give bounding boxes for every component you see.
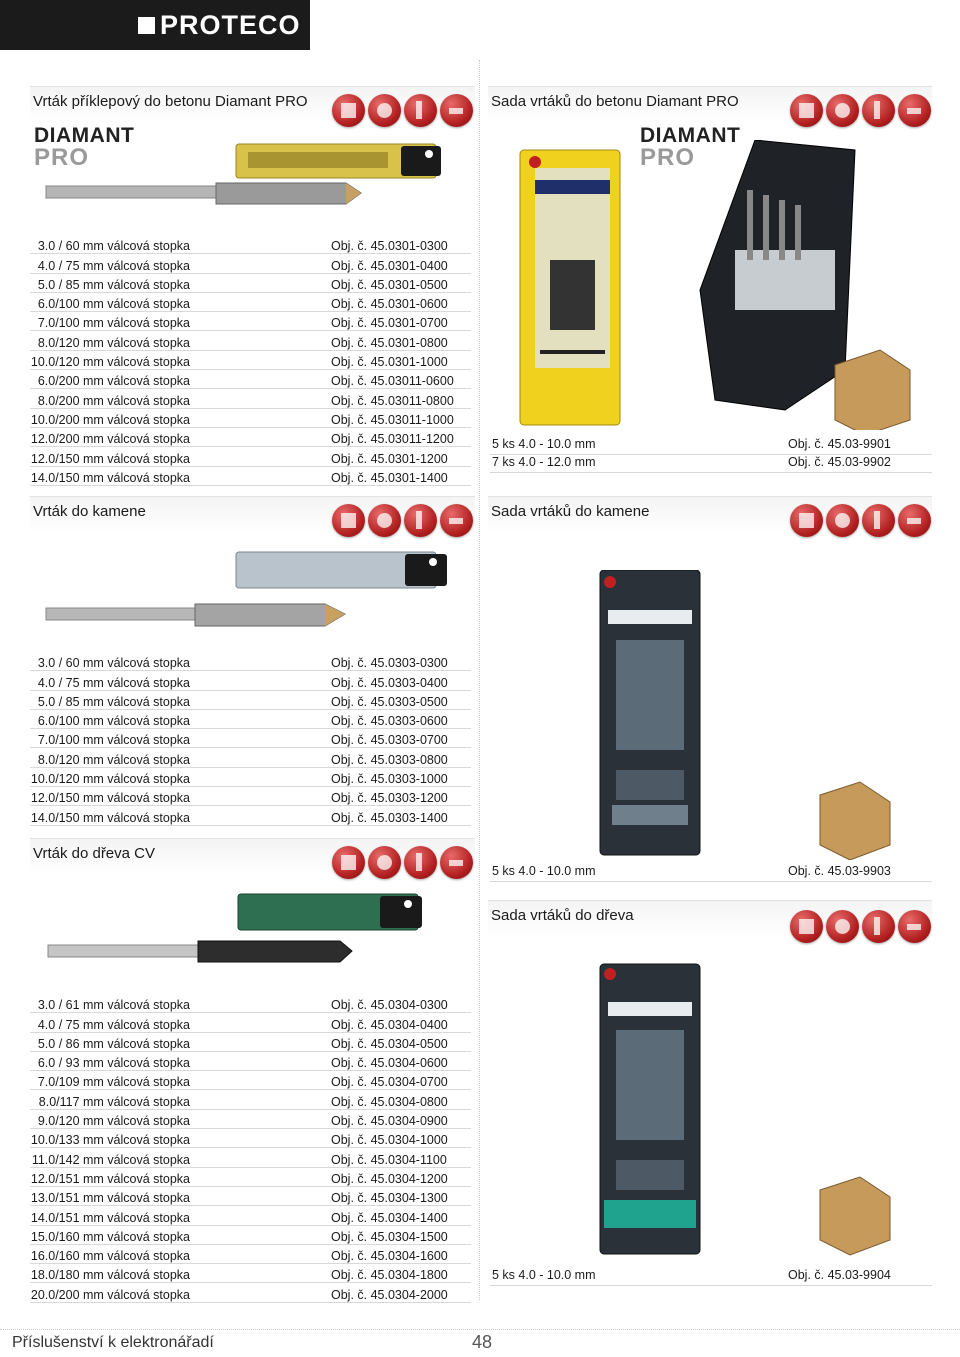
table-row — [30, 389, 471, 408]
spacer-cell — [193, 312, 328, 331]
spacer-cell — [193, 1129, 328, 1148]
brick-wall-icon — [332, 846, 365, 879]
column-divider — [479, 60, 480, 1300]
table-row — [30, 1264, 471, 1283]
order-number: Obj. č. 45.0304-0400 — [328, 1013, 471, 1032]
table-row — [30, 1032, 471, 1051]
spacer-cell — [193, 1225, 328, 1244]
order-number: Obj. č. 45.0304-1800 — [328, 1264, 471, 1283]
product-size: 11.0/142 mm válcová stopka — [30, 1148, 193, 1167]
table-row — [30, 1148, 471, 1167]
table-row — [30, 671, 471, 690]
product-size: 5.0 / 85 mm válcová stopka — [30, 690, 193, 709]
spacer-cell — [193, 1244, 328, 1263]
spacer-cell — [193, 1109, 328, 1128]
hammer-icon — [898, 504, 931, 537]
order-number: Obj. č. 45.0301-0800 — [328, 331, 471, 350]
spacer-cell — [193, 350, 328, 369]
order-number: Obj. č. 45.0304-1200 — [328, 1167, 471, 1186]
stone-drill-set-image — [590, 570, 910, 860]
order-number: Obj. č. 45.03-9904 — [788, 1268, 891, 1282]
spacer-cell — [193, 1264, 328, 1283]
product-size: 5.0 / 86 mm válcová stopka — [30, 1032, 193, 1051]
spacer-cell — [193, 1051, 328, 1070]
spacer-cell — [193, 254, 328, 273]
page-number: 48 — [472, 1332, 493, 1352]
brick-wall-icon — [790, 94, 823, 127]
order-number: Obj. č. 45.0304-1100 — [328, 1148, 471, 1167]
table-row — [30, 427, 471, 446]
product-size: 20.0/200 mm válcová stopka — [30, 1283, 193, 1302]
bit-icon — [404, 846, 437, 879]
spacer-cell — [193, 671, 328, 690]
spacer-cell — [193, 1186, 328, 1205]
bit-icon — [862, 910, 895, 943]
spacer-cell — [193, 1032, 328, 1051]
table-row — [30, 1283, 471, 1302]
section-title: Vrták příklepový do betonu Diamant PRO — [33, 93, 308, 110]
spacer-cell — [193, 709, 328, 728]
order-number: Obj. č. 45.03-9902 — [788, 455, 891, 469]
product-size: 9.0/120 mm válcová stopka — [30, 1109, 193, 1128]
order-number: Obj. č. 45.03011-1200 — [328, 427, 471, 446]
order-number: Obj. č. 45.0304-0300 — [328, 994, 471, 1013]
product-size: 10.0/120 mm válcová stopka — [30, 350, 193, 369]
order-number: Obj. č. 45.0303-0800 — [328, 748, 471, 767]
spacer-cell — [193, 994, 328, 1013]
product-size: 14.0/150 mm válcová stopka — [30, 466, 193, 485]
order-number: Obj. č. 45.0304-1300 — [328, 1186, 471, 1205]
set-row — [490, 863, 932, 882]
order-number: Obj. č. 45.0301-1200 — [328, 447, 471, 466]
product-size: 4.0 / 75 mm válcová stopka — [30, 671, 193, 690]
section-title: Sada vrtáků do kamene — [491, 503, 650, 520]
usage-icons — [332, 504, 473, 537]
table-row — [30, 806, 471, 825]
table-row — [30, 331, 471, 350]
spacer-cell — [193, 652, 328, 671]
table-row — [30, 994, 471, 1013]
section-title: Vrták do dřeva CV — [33, 845, 155, 862]
table-row — [30, 690, 471, 709]
product-size: 15.0/160 mm válcová stopka — [30, 1225, 193, 1244]
order-number: Obj. č. 45.0304-0900 — [328, 1109, 471, 1128]
spacer-cell — [193, 427, 328, 446]
drill-icon — [826, 910, 859, 943]
table-row — [30, 350, 471, 369]
order-number: Obj. č. 45.0303-0700 — [328, 729, 471, 748]
table-row — [30, 1051, 471, 1070]
spacer-cell — [193, 1090, 328, 1109]
product-size: 12.0/151 mm válcová stopka — [30, 1167, 193, 1186]
diamant-logo-line1: DIAMANT — [34, 124, 135, 147]
spacer-cell — [193, 690, 328, 709]
table-row — [30, 767, 471, 786]
hammer-icon — [898, 910, 931, 943]
usage-icons — [790, 504, 931, 537]
product-table — [30, 235, 471, 486]
order-number: Obj. č. 45.03-9903 — [788, 864, 891, 878]
product-size: 7.0/100 mm válcová stopka — [30, 729, 193, 748]
product-size: 4.0 / 75 mm válcová stopka — [30, 254, 193, 273]
table-row — [30, 1090, 471, 1109]
product-size: 18.0/180 mm válcová stopka — [30, 1264, 193, 1283]
hammer-icon — [440, 504, 473, 537]
product-size: 14.0/151 mm válcová stopka — [30, 1206, 193, 1225]
product-size: 5.0 / 85 mm válcová stopka — [30, 273, 193, 292]
bit-icon — [404, 504, 437, 537]
order-number: Obj. č. 45.0303-1000 — [328, 767, 471, 786]
set-row — [490, 1267, 932, 1286]
table-row — [30, 273, 471, 292]
table-row — [30, 254, 471, 273]
set-description: 5 ks 4.0 - 10.0 mm — [492, 437, 596, 451]
table-row — [30, 292, 471, 311]
usage-icons — [790, 94, 931, 127]
order-number: Obj. č. 45.0303-0400 — [328, 671, 471, 690]
product-table — [30, 994, 471, 1303]
bit-icon — [862, 94, 895, 127]
brand-name: PROTECO — [160, 10, 301, 40]
brick-wall-icon — [332, 94, 365, 127]
table-row — [30, 748, 471, 767]
order-number: Obj. č. 45.0301-0500 — [328, 273, 471, 292]
table-row — [30, 709, 471, 728]
product-size: 6.0/100 mm válcová stopka — [30, 709, 193, 728]
order-number: Obj. č. 45.0301-0700 — [328, 312, 471, 331]
table-row — [30, 1167, 471, 1186]
product-size: 10.0/133 mm válcová stopka — [30, 1129, 193, 1148]
spacer-cell — [193, 235, 328, 254]
order-number: Obj. č. 45.0301-0400 — [328, 254, 471, 273]
wood-drill-set-image — [590, 960, 910, 1260]
product-size: 12.0/150 mm válcová stopka — [30, 787, 193, 806]
table-row — [30, 447, 471, 466]
diamant-logo-line2: PRO — [34, 144, 90, 171]
order-number: Obj. č. 45.0303-0500 — [328, 690, 471, 709]
section-title: Sada vrtáků do betonu Diamant PRO — [491, 93, 739, 110]
usage-icons — [332, 846, 473, 879]
order-number: Obj. č. 45.0304-0500 — [328, 1032, 471, 1051]
spacer-cell — [193, 729, 328, 748]
product-size: 7.0/109 mm válcová stopka — [30, 1071, 193, 1090]
product-size: 3.0 / 61 mm válcová stopka — [30, 994, 193, 1013]
drill-icon — [826, 94, 859, 127]
product-size: 8.0/200 mm válcová stopka — [30, 389, 193, 408]
table-row — [30, 787, 471, 806]
table-row — [30, 1244, 471, 1263]
bit-icon — [404, 94, 437, 127]
brand-logo — [0, 0, 310, 50]
concrete-drill-bit-image — [36, 138, 456, 220]
set-description: 5 ks 4.0 - 10.0 mm — [492, 1268, 596, 1282]
set-row — [490, 436, 932, 455]
spacer-cell — [193, 331, 328, 350]
table-row — [30, 1071, 471, 1090]
order-number: Obj. č. 45.0303-1400 — [328, 806, 471, 825]
drill-icon — [368, 846, 401, 879]
product-size: 10.0/200 mm válcová stopka — [30, 408, 193, 427]
wood-drill-bit-image — [40, 890, 460, 980]
product-size: 14.0/150 mm válcová stopka — [30, 806, 193, 825]
footer-divider — [0, 1329, 960, 1330]
product-size: 7.0/100 mm válcová stopka — [30, 312, 193, 331]
order-number: Obj. č. 45.0304-1600 — [328, 1244, 471, 1263]
product-size: 3.0 / 60 mm válcová stopka — [30, 652, 193, 671]
order-number: Obj. č. 45.0304-1000 — [328, 1129, 471, 1148]
order-number: Obj. č. 45.0304-0700 — [328, 1071, 471, 1090]
order-number: Obj. č. 45.0301-0300 — [328, 235, 471, 254]
product-size: 10.0/120 mm válcová stopka — [30, 767, 193, 786]
section-title: Vrták do kamene — [33, 503, 146, 520]
product-size: 6.0/100 mm válcová stopka — [30, 292, 193, 311]
table-row — [30, 370, 471, 389]
spacer-cell — [193, 466, 328, 485]
product-table — [30, 652, 471, 826]
order-number: Obj. č. 45.03011-0600 — [328, 370, 471, 389]
table-row — [30, 652, 471, 671]
section-title: Sada vrtáků do dřeva — [491, 907, 634, 924]
spacer-cell — [193, 292, 328, 311]
product-size: 3.0 / 60 mm válcová stopka — [30, 235, 193, 254]
spacer-cell — [193, 787, 328, 806]
table-row — [30, 1013, 471, 1032]
order-number: Obj. č. 45.0304-1500 — [328, 1225, 471, 1244]
product-size: 4.0 / 75 mm válcová stopka — [30, 1013, 193, 1032]
logo-square-icon — [138, 17, 155, 34]
product-size: 13.0/151 mm válcová stopka — [30, 1186, 193, 1205]
product-size: 8.0/120 mm válcová stopka — [30, 748, 193, 767]
order-number: Obj. č. 45.0303-0600 — [328, 709, 471, 728]
order-number: Obj. č. 45.0301-1400 — [328, 466, 471, 485]
spacer-cell — [193, 273, 328, 292]
bit-icon — [862, 504, 895, 537]
order-number: Obj. č. 45.0304-2000 — [328, 1283, 471, 1302]
concrete-drill-set-image — [515, 140, 935, 430]
diamant-logo-line1: DIAMANT — [640, 124, 741, 147]
order-number: Obj. č. 45.03011-0800 — [328, 389, 471, 408]
spacer-cell — [193, 1013, 328, 1032]
table-row — [30, 1186, 471, 1205]
spacer-cell — [193, 806, 328, 825]
drill-icon — [368, 504, 401, 537]
table-row — [30, 1129, 471, 1148]
order-number: Obj. č. 45.0301-0600 — [328, 292, 471, 311]
spacer-cell — [193, 1283, 328, 1302]
order-number: Obj. č. 45.0304-0600 — [328, 1051, 471, 1070]
product-size: 12.0/200 mm válcová stopka — [30, 427, 193, 446]
set-description: 5 ks 4.0 - 10.0 mm — [492, 864, 596, 878]
order-number: Obj. č. 45.0301-1000 — [328, 350, 471, 369]
spacer-cell — [193, 370, 328, 389]
table-row — [30, 466, 471, 485]
product-size: 16.0/160 mm válcová stopka — [30, 1244, 193, 1263]
table-row — [30, 1206, 471, 1225]
hammer-icon — [440, 94, 473, 127]
product-size: 6.0 / 93 mm válcová stopka — [30, 1051, 193, 1070]
spacer-cell — [193, 447, 328, 466]
set-description: 7 ks 4.0 - 12.0 mm — [492, 455, 596, 469]
order-number: Obj. č. 45.03011-1000 — [328, 408, 471, 427]
brick-wall-icon — [790, 910, 823, 943]
order-number: Obj. č. 45.0303-0300 — [328, 652, 471, 671]
table-row — [30, 312, 471, 331]
table-row — [30, 235, 471, 254]
drill-icon — [826, 504, 859, 537]
spacer-cell — [193, 1206, 328, 1225]
order-number: Obj. č. 45.03-9901 — [788, 437, 891, 451]
order-number: Obj. č. 45.0303-1200 — [328, 787, 471, 806]
table-row — [30, 729, 471, 748]
spacer-cell — [193, 767, 328, 786]
order-number: Obj. č. 45.0304-1400 — [328, 1206, 471, 1225]
footer-category: Příslušenství k elektronářadí — [12, 1334, 214, 1351]
table-row — [30, 408, 471, 427]
spacer-cell — [193, 1167, 328, 1186]
spacer-cell — [193, 389, 328, 408]
order-number: Obj. č. 45.0304-0800 — [328, 1090, 471, 1109]
table-row — [30, 1225, 471, 1244]
usage-icons — [790, 910, 931, 943]
usage-icons — [332, 94, 473, 127]
spacer-cell — [193, 748, 328, 767]
hammer-icon — [440, 846, 473, 879]
brick-wall-icon — [332, 504, 365, 537]
table-row — [30, 1109, 471, 1128]
spacer-cell — [193, 1071, 328, 1090]
product-size: 12.0/150 mm válcová stopka — [30, 447, 193, 466]
brick-wall-icon — [790, 504, 823, 537]
spacer-cell — [193, 1148, 328, 1167]
product-size: 8.0/120 mm válcová stopka — [30, 331, 193, 350]
product-size: 8.0/117 mm válcová stopka — [30, 1090, 193, 1109]
product-size: 6.0/200 mm válcová stopka — [30, 370, 193, 389]
diamant-logo-line2: PRO — [640, 144, 696, 171]
set-row — [490, 454, 932, 473]
stone-drill-bit-image — [40, 548, 460, 638]
hammer-icon — [898, 94, 931, 127]
drill-icon — [368, 94, 401, 127]
spacer-cell — [193, 408, 328, 427]
